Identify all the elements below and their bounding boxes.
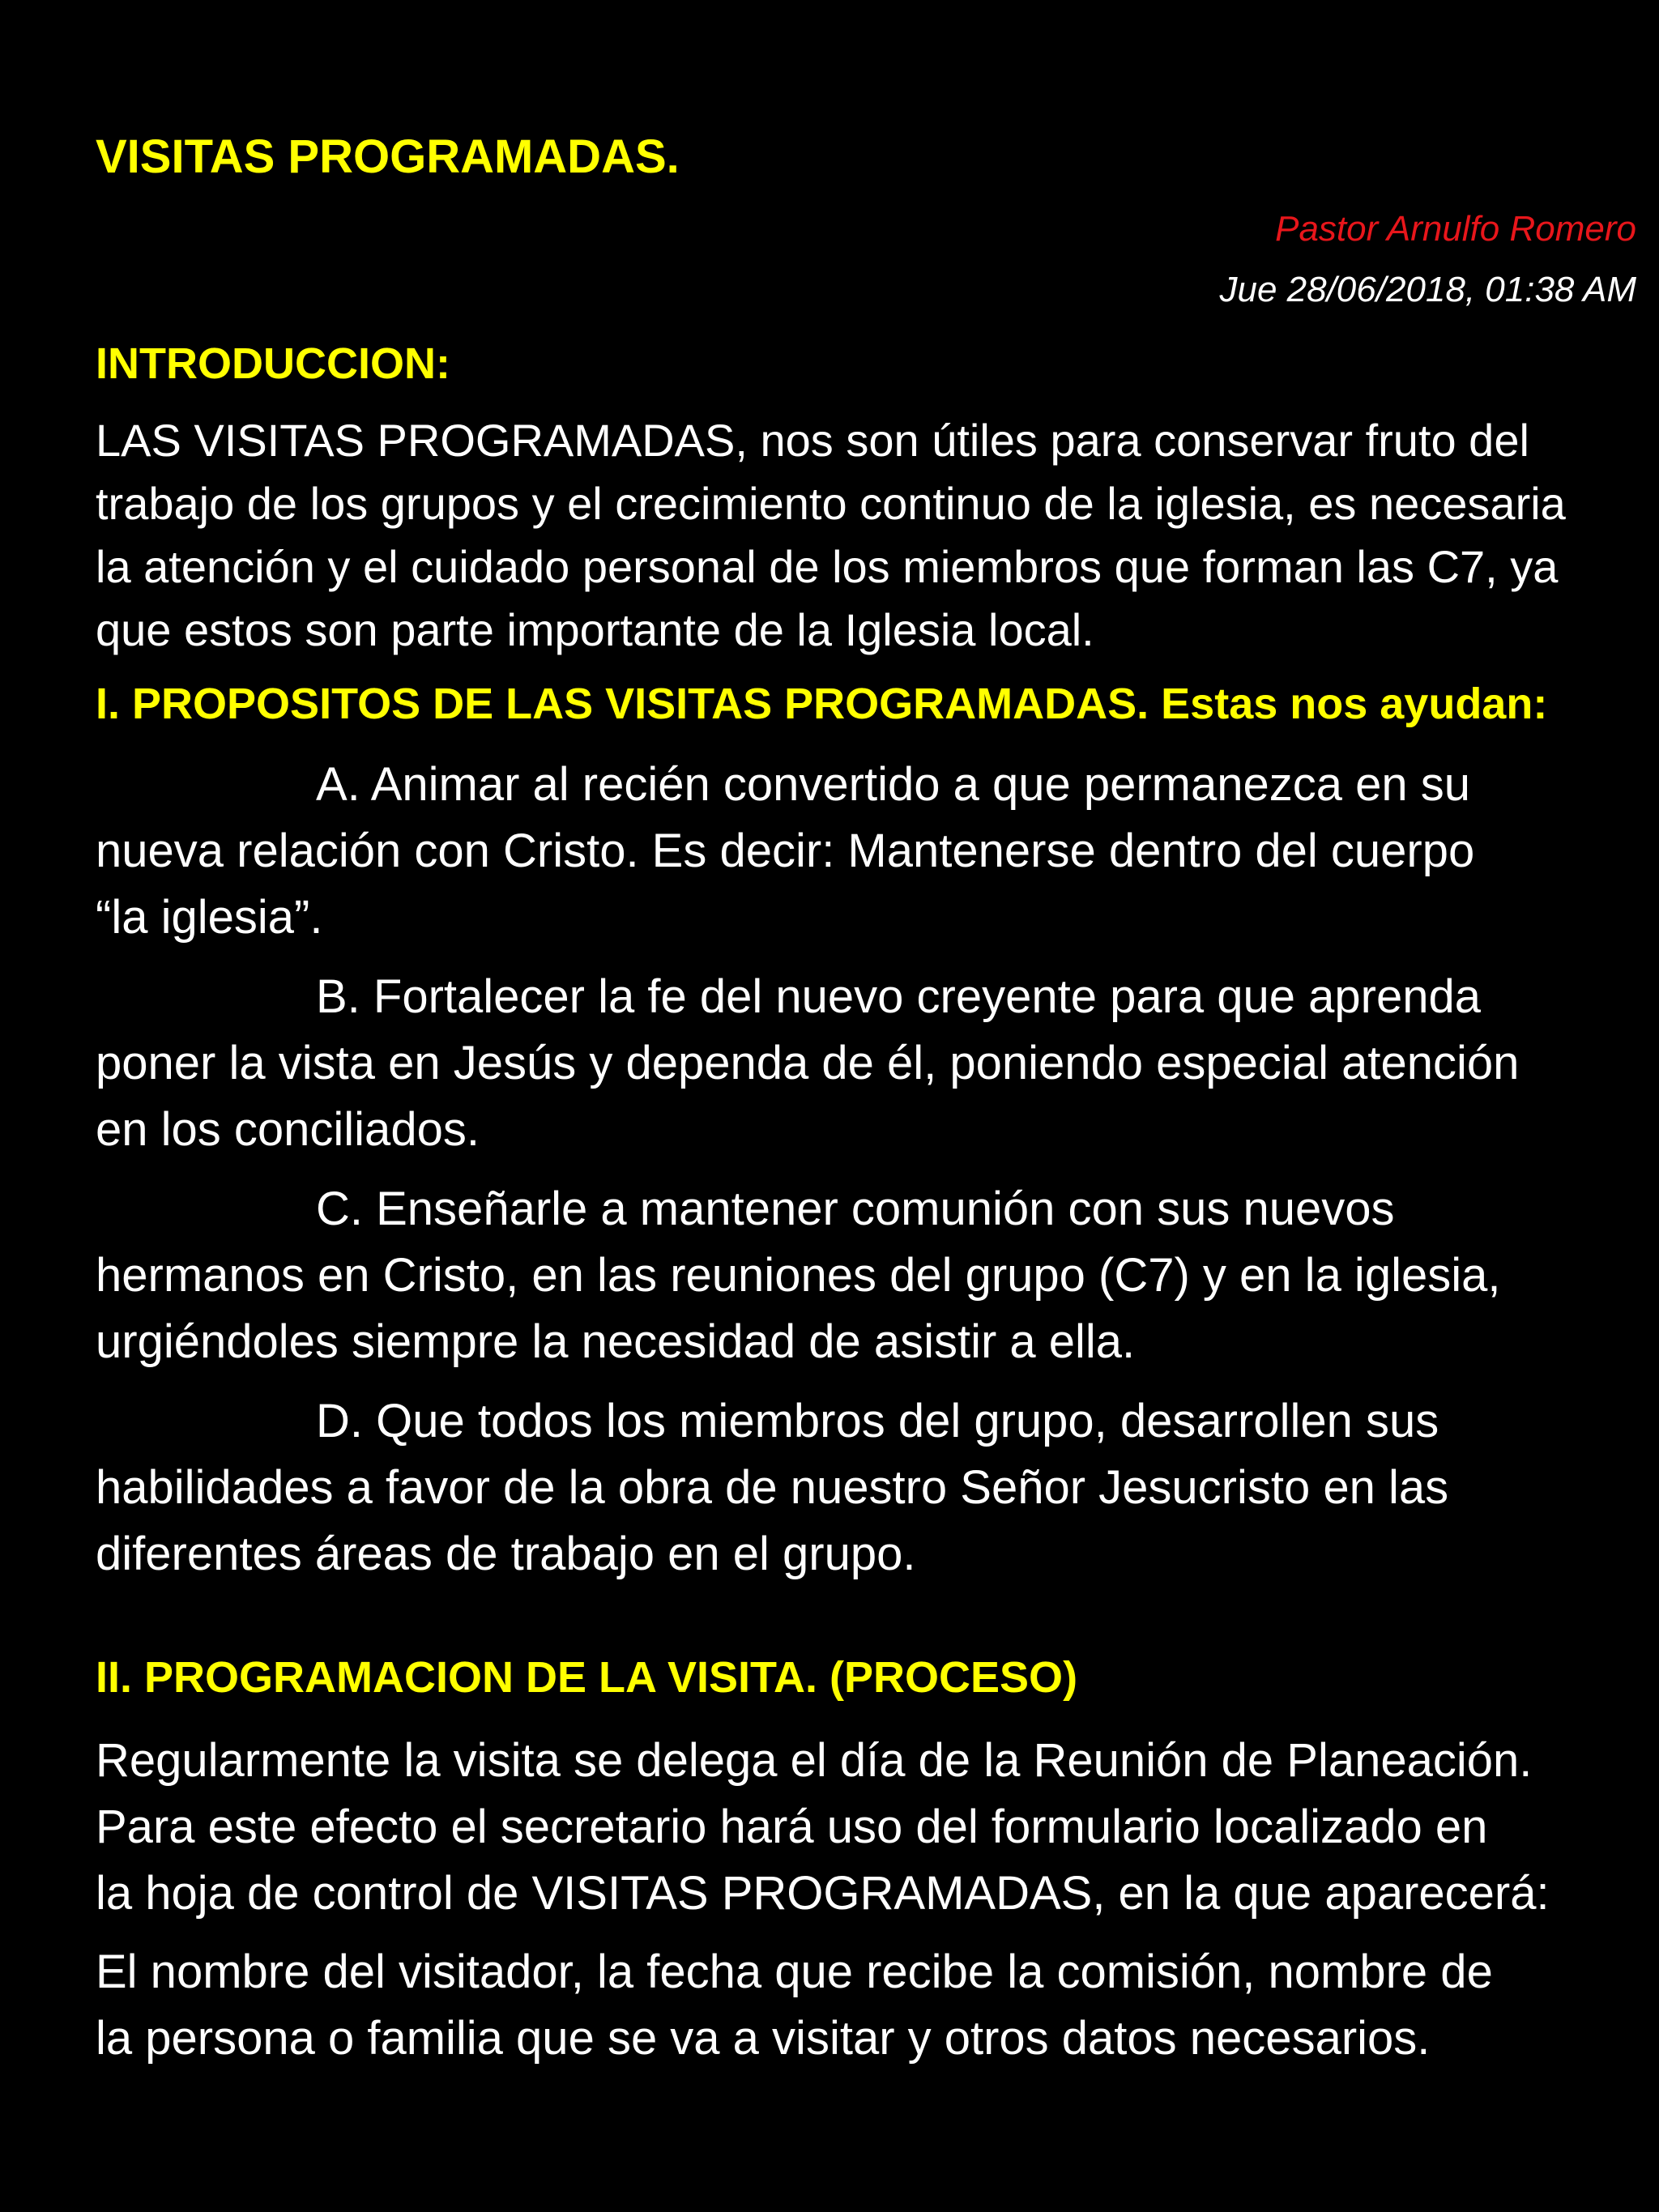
purpose-item-a-line: nueva relación con Cristo. Es decir: Mantenerse dentro del cuerpo bbox=[96, 825, 1475, 877]
intro-line: la atención y el cuidado personal de los miembros que forman las C7, ya bbox=[96, 541, 1559, 592]
intro-heading: INTRODUCCION: bbox=[96, 339, 450, 388]
section1-heading: I. PROPOSITOS DE LAS VISITAS PROGRAMADAS. Estas nos ayudan: bbox=[96, 680, 1548, 728]
purpose-item-b-line: poner la vista en Jesús y dependa de él, poniendo especial atención bbox=[96, 1037, 1520, 1089]
process-line: Para este efecto el secretario hará uso del formulario localizado en bbox=[96, 1801, 1488, 1853]
visitor-details-paragraph bbox=[96, 1939, 1643, 2072]
purpose-item-b-line: B. Fortalecer la fe del nuevo creyente para que aprenda bbox=[316, 970, 1482, 1023]
purpose-item-d-line: diferentes áreas de trabajo en el grupo. bbox=[96, 1528, 916, 1580]
intro-paragraph bbox=[96, 409, 1643, 662]
intro-line: que estos son parte importante de la Iglesia local. bbox=[96, 604, 1094, 655]
purpose-item-c-line: hermanos en Cristo, en las reuniones del grupo (C7) y en la iglesia, bbox=[96, 1249, 1501, 1302]
process-paragraph bbox=[96, 1728, 1643, 1927]
purpose-item-c-line: urgiéndoles siempre la necesidad de asistir a ella. bbox=[96, 1315, 1136, 1368]
purpose-item-a-line: “la iglesia”. bbox=[96, 891, 323, 944]
purpose-item-c bbox=[96, 1176, 1643, 1375]
visitor-details-line: El nombre del visitador, la fecha que recibe la comisión, nombre de bbox=[96, 1946, 1493, 1998]
purpose-item-a bbox=[96, 752, 1643, 951]
visitor-details-line: la persona o familia que se va a visitar y otros datos necesarios. bbox=[96, 2012, 1431, 2065]
document-date: Jue 28/06/2018, 01:38 AM bbox=[1219, 270, 1636, 309]
purpose-item-a-line: A. Animar al recién convertido a que permanezca en su bbox=[316, 758, 1471, 811]
purpose-item-d-line: habilidades a favor de la obra de nuestro Señor Jesucristo en las bbox=[96, 1461, 1449, 1514]
purpose-item-b-line: en los conciliados. bbox=[96, 1103, 480, 1156]
purpose-item-b bbox=[96, 964, 1643, 1163]
process-line: Regularmente la visita se delega el día de la Reunión de Planeación. bbox=[96, 1734, 1533, 1787]
document-title: VISITAS PROGRAMADAS. bbox=[96, 130, 680, 183]
section2-heading: II. PROGRAMACION DE LA VISITA. (PROCESO) bbox=[96, 1653, 1078, 1702]
author-name: Pastor Arnulfo Romero bbox=[1275, 209, 1636, 249]
intro-line: LAS VISITAS PROGRAMADAS, nos son útiles para conservar fruto del bbox=[96, 415, 1529, 466]
process-line: la hoja de control de VISITAS PROGRAMADAS, en la que aparecerá: bbox=[96, 1867, 1550, 1920]
purpose-item-d-line: D. Que todos los miembros del grupo, desarrollen sus bbox=[316, 1395, 1439, 1447]
purpose-item-c-line: C. Enseñarle a mantener comunión con sus nuevos bbox=[316, 1183, 1395, 1235]
intro-line: trabajo de los grupos y el crecimiento continuo de la iglesia, es necesaria bbox=[96, 478, 1566, 529]
purpose-item-d bbox=[96, 1388, 1643, 1588]
